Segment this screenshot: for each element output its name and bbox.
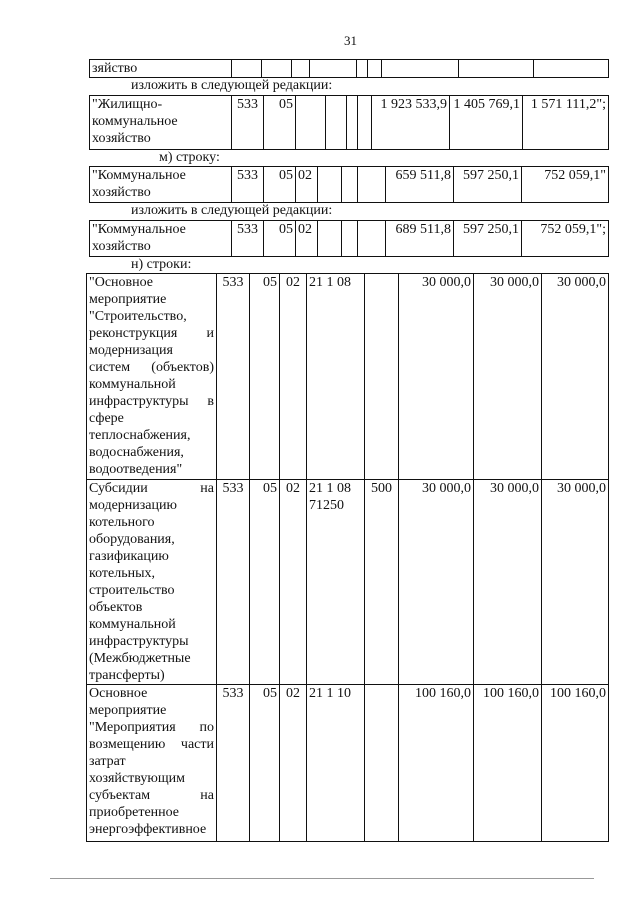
- cell-ved: 533: [232, 167, 264, 203]
- cell-pr: 02: [280, 685, 307, 842]
- cell-rz: 05: [250, 685, 280, 842]
- cell-sum-1: 30 000,0: [399, 480, 474, 685]
- instruction-text: изложить в следующей редакции:: [131, 203, 333, 218]
- cell-name: "Коммунальное хозяйство: [90, 167, 232, 203]
- cell-pr: 02: [296, 167, 318, 203]
- cell-sum-2: 597 250,1: [454, 167, 522, 203]
- table-row: [90, 96, 609, 150]
- bottom-rule: [50, 878, 594, 879]
- instruction-text: м) строку:: [159, 150, 220, 165]
- cell-rz: 05: [250, 480, 280, 685]
- cell-csr: [310, 60, 357, 78]
- instruction-text: н) строки:: [131, 257, 192, 272]
- cell-sum-2: 30 000,0: [474, 274, 542, 480]
- table-block-4: [89, 220, 609, 257]
- cell-sum-1: 659 511,8: [386, 167, 454, 203]
- cell-vr: [347, 96, 358, 150]
- cell-csr: 21 1 08 71250: [307, 480, 365, 685]
- cell-sum-1: 689 511,8: [386, 221, 454, 257]
- cell-csr: 21 1 08: [307, 274, 365, 480]
- cell-rz: 05: [250, 274, 280, 480]
- cell-sum-2: 597 250,1: [454, 221, 522, 257]
- cell-sum-2: 30 000,0: [474, 480, 542, 685]
- cell-rz: [262, 60, 292, 78]
- cell-ved: 533: [217, 274, 250, 480]
- cell-sum-3: [534, 60, 609, 78]
- cell-csr: [318, 167, 342, 203]
- cell-sum-3: 752 059,1": [522, 167, 609, 203]
- table-row: [90, 167, 609, 203]
- cell-sum-2: [459, 60, 534, 78]
- cell-csr: [318, 221, 342, 257]
- cell-ved: 533: [217, 685, 250, 842]
- cell-sum-1: [382, 60, 459, 78]
- cell-ved: [232, 60, 262, 78]
- cell-pr: 02: [280, 274, 307, 480]
- cell-sum-2: 1 405 769,1: [450, 96, 523, 150]
- cell-rz: 05: [264, 167, 296, 203]
- cell-vr: [342, 167, 358, 203]
- cell-sum-3: 1 571 111,2";: [523, 96, 609, 150]
- cell-ved: 533: [232, 221, 264, 257]
- cell-ved: 533: [217, 480, 250, 685]
- cell-extra: [358, 96, 372, 150]
- cell-name: Субсидии на модернизацию котельного оборудования, газификацию котельных, строительство объектов коммунальной инфраструктуры (Межбюджетные трансферты): [87, 480, 217, 685]
- cell-csr: [326, 96, 347, 150]
- cell-vr: [357, 60, 368, 78]
- table-block-3: [89, 166, 609, 203]
- cell-sum-3: 752 059,1";: [522, 221, 609, 257]
- cell-name: "Коммунальное хозяйство: [90, 221, 232, 257]
- table-row: [90, 221, 609, 257]
- cell-sum-2: 100 160,0: [474, 685, 542, 842]
- table-row: [87, 685, 609, 842]
- table-row: [90, 60, 609, 78]
- cell-rz: 05: [264, 96, 296, 150]
- cell-pr: 02: [280, 480, 307, 685]
- cell-extra: [358, 167, 386, 203]
- cell-sum-3: 30 000,0: [542, 274, 609, 480]
- cell-sum-1: 1 923 533,9: [372, 96, 450, 150]
- cell-sum-3: 30 000,0: [542, 480, 609, 685]
- cell-csr: 21 1 10: [307, 685, 365, 842]
- cell-name: "Основное мероприятие "Строительство, реконструкция и модернизация систем (объектов) коммунальной инфраструктуры в сфере теплоснабжения, водоснабжения, водоотведения": [87, 274, 217, 480]
- cell-sum-1: 100 160,0: [399, 685, 474, 842]
- cell-vr: [365, 685, 399, 842]
- cell-vr: 500: [365, 480, 399, 685]
- cell-rz: 05: [264, 221, 296, 257]
- instruction-text: изложить в следующей редакции:: [131, 78, 333, 93]
- page-number: 31: [344, 33, 357, 48]
- cell-sum-3: 100 160,0: [542, 685, 609, 842]
- cell-sum-1: 30 000,0: [399, 274, 474, 480]
- cell-name: Основное мероприятие "Мероприятия по возмещению части затрат хозяйствующим субъектам на приобретенное энергоэффективное: [87, 685, 217, 842]
- cell-extra: [358, 221, 386, 257]
- cell-pr: 02: [296, 221, 318, 257]
- table-block-5: [86, 273, 609, 842]
- cell-vr: [365, 274, 399, 480]
- table-block-1: [89, 59, 609, 78]
- cell-ved: 533: [232, 96, 264, 150]
- table-block-2: [89, 95, 609, 150]
- cell-name: зяйство: [90, 60, 232, 78]
- table-row: [87, 274, 609, 480]
- cell-extra: [368, 60, 382, 78]
- cell-pr: [296, 96, 326, 150]
- cell-vr: [342, 221, 358, 257]
- table-row: [87, 480, 609, 685]
- cell-pr: [292, 60, 310, 78]
- cell-name: "Жилищно-коммунальное хозяйство: [90, 96, 232, 150]
